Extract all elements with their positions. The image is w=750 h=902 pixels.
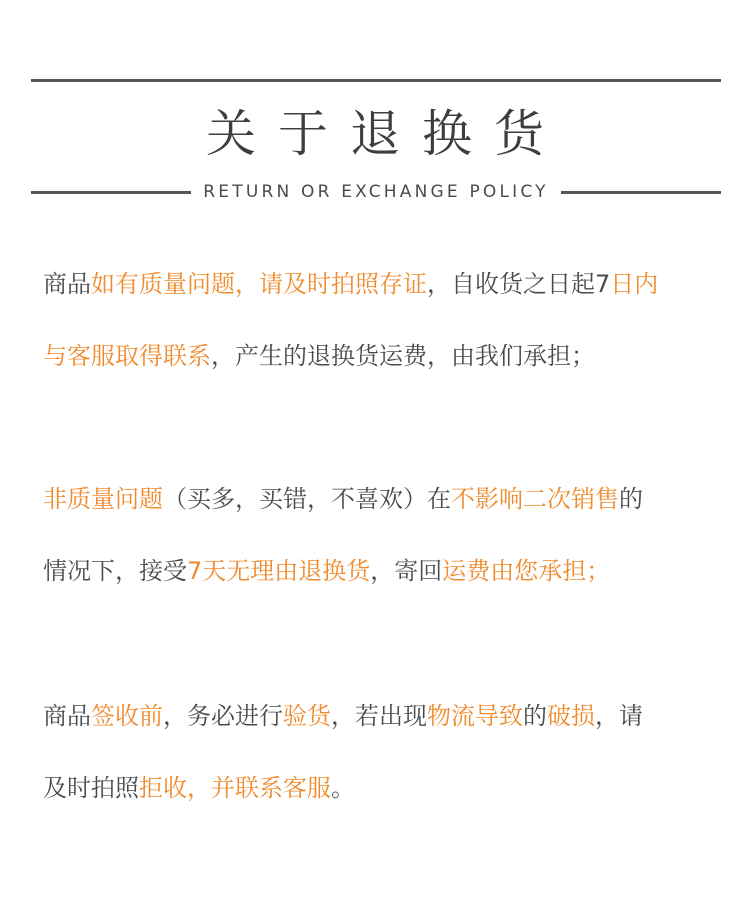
highlight-segment: 7天无理由退换货 bbox=[187, 557, 371, 585]
paragraph-line bbox=[43, 463, 743, 535]
highlight-segment: 运费由您承担； bbox=[442, 557, 611, 585]
text-segment: 的 bbox=[619, 485, 643, 513]
text-segment: ，若出现 bbox=[331, 702, 427, 730]
subtitle-left-divider bbox=[31, 191, 191, 194]
top-divider bbox=[31, 79, 721, 82]
text-segment: ，请 bbox=[595, 702, 643, 730]
text-segment: ，务必进行 bbox=[163, 702, 283, 730]
text-segment: （买多，买错，不喜欢）在 bbox=[163, 485, 451, 513]
text-segment: 及时拍照 bbox=[43, 774, 139, 802]
text-segment: 商品 bbox=[43, 270, 91, 298]
highlight-segment: 不影响二次销售 bbox=[451, 485, 619, 513]
subtitle-row bbox=[31, 180, 721, 204]
highlight-segment: 与客服取得联系 bbox=[43, 342, 211, 370]
highlight-segment: 日内 bbox=[610, 270, 659, 298]
subtitle-right-divider bbox=[561, 191, 721, 194]
highlight-segment: 物流导致 bbox=[427, 702, 523, 730]
highlight-segment: 破损 bbox=[547, 702, 595, 730]
text-segment: 。 bbox=[331, 774, 355, 802]
paragraph-line bbox=[43, 680, 743, 752]
highlight-segment: 验货 bbox=[283, 702, 331, 730]
highlight-segment: 签收前 bbox=[91, 702, 163, 730]
paragraph-line bbox=[43, 752, 743, 824]
paragraph-line bbox=[43, 248, 743, 320]
paragraph-line bbox=[43, 320, 743, 392]
text-segment: ，产生的退换货运费，由我们承担； bbox=[211, 342, 595, 370]
policy-paragraph-inspection bbox=[43, 680, 743, 824]
policy-paragraph-non-quality bbox=[43, 463, 743, 607]
text-segment: 商品 bbox=[43, 702, 91, 730]
text-segment: 的 bbox=[523, 702, 547, 730]
page-title: 关于退换货 bbox=[206, 105, 566, 163]
text-segment: ，自收货之日起7 bbox=[427, 270, 611, 298]
highlight-segment: 非质量问题 bbox=[43, 485, 163, 513]
policy-paragraph-quality-issue bbox=[43, 248, 743, 392]
page-subtitle: RETURN OR EXCHANGE POLICY bbox=[203, 182, 549, 202]
highlight-segment: 拒收，并联系客服 bbox=[139, 774, 331, 802]
text-segment: 情况下，接受 bbox=[43, 557, 187, 585]
paragraph-line bbox=[43, 535, 743, 607]
highlight-segment: 如有质量问题，请及时拍照存证 bbox=[91, 270, 427, 298]
text-segment: ，寄回 bbox=[370, 557, 443, 585]
